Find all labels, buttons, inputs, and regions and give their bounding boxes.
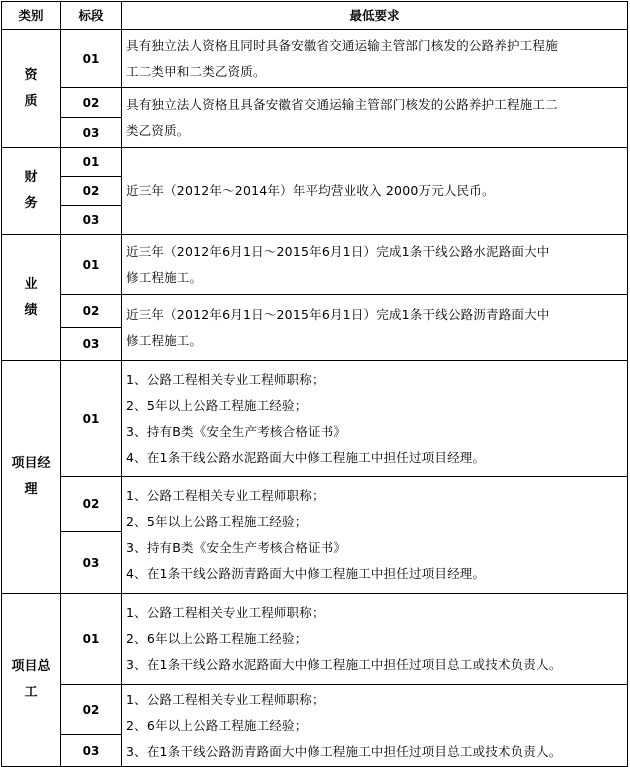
pm-seg-01: 01 (61, 361, 122, 477)
performance-seg-01: 01 (61, 235, 122, 295)
header-segment: 标段 (61, 2, 122, 30)
pm-category (2, 361, 61, 594)
ce-req-0203 (122, 685, 628, 767)
category-char: 资 (24, 67, 38, 83)
req-line: 具有独立法人资格且同时具备安徽省交通运输主管部门核发的公路养护工程施 (126, 37, 558, 53)
req-line: 近三年（2012年6月1日～2015年6月1日）完成1条干线公路沥青路面大中 (126, 306, 550, 322)
qualification-seg-01: 01 (61, 30, 122, 88)
category-char: 理 (24, 482, 38, 497)
req-line: 具有独立法人资格且具备安徽省交通运输主管部门核发的公路养护工程施工二 (126, 96, 558, 112)
category-char: 项目总 (11, 659, 51, 674)
pm-row-01 (2, 361, 628, 477)
qualification-category (2, 30, 61, 148)
performance-category (2, 235, 61, 361)
requirements-table-container (0, 1, 628, 760)
header-row (2, 2, 628, 30)
requirements-table (1, 1, 628, 767)
qualification-req-01 (122, 30, 628, 88)
ce-seg-02: 02 (61, 685, 122, 735)
req-line: 1、公路工程相关专业工程师职称； (126, 488, 325, 503)
ce-row-01 (2, 594, 628, 685)
qualification-row-02 (2, 88, 628, 118)
category-char: 工 (24, 685, 38, 700)
category-char: 业 (24, 276, 38, 292)
req-line: 4、在1条干线公路水泥路面大中修工程施工中担任过项目经理。 (126, 449, 486, 465)
category-char: 绩 (24, 302, 38, 318)
pm-row-02 (2, 477, 628, 532)
req-line: 3、在1条干线公路沥青路面大中修工程施工中担任过项目总工或技术负责人。 (126, 743, 562, 759)
req-line: 3、持有B类《安全生产考核合格证书》 (126, 423, 347, 439)
category-char: 项目经 (11, 456, 51, 471)
req-line: 近三年（2012年6月1日～2015年6月1日）完成1条干线公路水泥路面大中 (126, 243, 550, 259)
req-line: 1、公路工程相关专业工程师职称； (126, 605, 325, 620)
category-char: 务 (24, 196, 38, 211)
header-category: 类别 (2, 2, 61, 30)
req-line: 4、在1条干线公路沥青路面大中修工程施工中担任过项目经理。 (126, 566, 486, 581)
qualification-seg-03: 03 (61, 118, 122, 148)
pm-seg-02: 02 (61, 477, 122, 532)
pm-req-0203 (122, 477, 628, 594)
req-line: 类乙资质。 (126, 122, 190, 138)
qualification-req-0203 (122, 88, 628, 148)
performance-req-01 (122, 235, 628, 295)
performance-row-02 (2, 295, 628, 328)
performance-req-0203 (122, 295, 628, 361)
req-line: 2、6年以上公路工程施工经验； (126, 717, 308, 733)
performance-seg-03: 03 (61, 328, 122, 361)
req-line: 修工程施工。 (126, 269, 203, 285)
req-line: 2、5年以上公路工程施工经验； (126, 514, 308, 529)
finance-seg-01: 01 (61, 148, 122, 177)
finance-seg-03: 03 (61, 206, 122, 235)
ce-category (2, 594, 61, 767)
ce-seg-01: 01 (61, 594, 122, 685)
pm-req-01 (122, 361, 628, 477)
req-line: 2、5年以上公路工程施工经验； (126, 397, 308, 413)
req-line: 1、公路工程相关专业工程师职称； (126, 371, 325, 387)
qualification-seg-02: 02 (61, 88, 122, 118)
category-char: 质 (24, 93, 38, 109)
header-requirement: 最低要求 (122, 2, 628, 30)
req-line: 3、持有B类《安全生产考核合格证书》 (126, 540, 347, 555)
qualification-row-01 (2, 30, 628, 88)
pm-seg-03: 03 (61, 532, 122, 594)
ce-req-01 (122, 594, 628, 685)
req-line: 工二类甲和二类乙资质。 (126, 63, 266, 79)
finance-category (2, 148, 61, 235)
performance-row-01 (2, 235, 628, 295)
finance-req: 近三年（2012年～2014年）年平均营业收入 2000万元人民币。 (122, 148, 628, 235)
finance-seg-02: 02 (61, 177, 122, 206)
category-char: 财 (24, 170, 38, 185)
finance-row-01 (2, 148, 628, 177)
ce-row-02 (2, 685, 628, 735)
req-line: 2、6年以上公路工程施工经验； (126, 631, 308, 646)
req-line: 3、在1条干线公路水泥路面大中修工程施工中担任过项目总工或技术负责人。 (126, 657, 562, 672)
ce-seg-03: 03 (61, 735, 122, 767)
req-line: 1、公路工程相关专业工程师职称； (126, 691, 325, 707)
performance-seg-02: 02 (61, 295, 122, 328)
req-line: 修工程施工。 (126, 332, 203, 348)
